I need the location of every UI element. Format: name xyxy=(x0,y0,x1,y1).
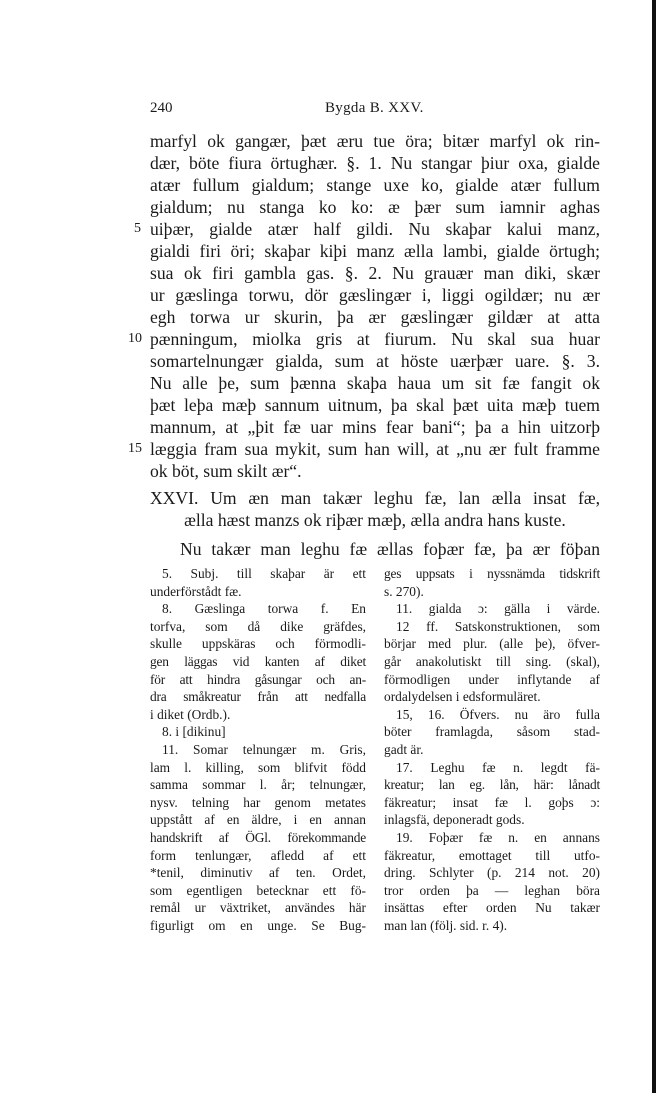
note-line: man lan (följ. sid. r. 4). xyxy=(384,917,508,933)
note-line: ordalydelsen i edsformuläret. xyxy=(384,689,541,705)
note-line: figurligt om en unge. Se Bug- xyxy=(150,917,366,933)
note-line: dring. Schlyter (p. 214 not. 20) xyxy=(384,865,600,881)
text-line: þæt leþa mæþ sannum uitnum, þa skal þæt uita mæþ tuem xyxy=(150,395,600,415)
note-line: underförstådt fæ. xyxy=(150,583,242,599)
note-line: tror orden þa — leghan böra xyxy=(384,882,600,898)
note-line: gen läggas vid kanten af diket xyxy=(150,653,366,669)
note-line: för att hindra gåsungar och an- xyxy=(150,671,366,687)
section-first-line: Nu takær man leghu fæ ællas foþær fæ, þa ær föþan xyxy=(180,539,600,559)
note-line: insättas efter orden Nu takær xyxy=(384,900,600,916)
text-line: Nu alle þe, sum þænna skaþa haua um sit fæ fangit ok xyxy=(150,373,600,393)
note-line: som egentligen betecknar ett fö- xyxy=(150,882,366,898)
notes-right-column xyxy=(384,565,600,934)
note-line: 8. i [dikinu] xyxy=(162,724,226,740)
note-line: *tenil, diminutiv af ten. Ordet, xyxy=(150,865,366,881)
line-number: 5 xyxy=(134,221,141,236)
text-line: atær fullum gialdum; stange uxe ko, gialde atær fullum xyxy=(150,175,600,195)
note-line: förmodligen under inflytande af xyxy=(384,671,600,687)
text-line: gialdum; nu stanga ko ko: æ þær sum iamnir aghas xyxy=(150,197,600,217)
text-line: uiþær, gialde atær half gildi. Nu skaþar kalui manz, xyxy=(150,219,600,239)
text-line: læggia fram sua mykit, sum han will, at „nu ær fult framme xyxy=(150,439,600,459)
note-line: ges uppsats i nyssnämda tidskrift xyxy=(384,566,600,581)
page-number: 240 xyxy=(150,100,173,116)
note-line: uppstått af en äldre, i en annan xyxy=(150,812,366,828)
text-line: marfyl ok gangær, þæt æru tue öra; bitær marfyl ok rin- xyxy=(150,131,600,151)
note-line: fäkreatur, emottaget till utfo- xyxy=(384,847,600,863)
note-line: 19. Foþær fæ n. en annans xyxy=(396,829,600,845)
text-line: ur gæslinga torwu, dör gæslingær i, liggi ogildær; nu ær xyxy=(150,285,600,305)
note-line: inlagsfä, deponeradt gods. xyxy=(384,812,525,828)
note-line: fäkreatur; insat fæ l. goþs ɔ: xyxy=(384,794,600,810)
note-line: 17. Leghu fæ n. legdt fä- xyxy=(396,759,600,775)
text-line: sua ok firi gambla gas. §. 2. Nu grauær man diki, skær xyxy=(150,263,600,283)
notes-left-column xyxy=(150,565,366,934)
text-line: dær, böte fiura örtughær. §. 1. Nu stangar þiur oxa, gialde xyxy=(150,153,600,173)
note-line: kreatur; lan eg. lån, här: lånadt xyxy=(384,777,600,793)
note-line: böter framlagda, såsom stad- xyxy=(384,724,600,740)
running-head: Bygda B. XXV. xyxy=(325,100,424,116)
note-line: skulle uppskäras och förmodli- xyxy=(150,636,366,652)
note-line: handskrift af ÖGl. förekommande xyxy=(150,829,366,845)
page-header xyxy=(0,100,656,122)
text-line: gialdi firi öri; skaþar kiþi manz ælla lambi, gialde örtugh; xyxy=(150,241,600,261)
note-line: samma sommar l. år; telnungær, xyxy=(150,777,366,793)
note-line: 8. Gæslinga torwa f. En xyxy=(162,601,366,617)
note-line: 12 ff. Satskonstruktionen, som xyxy=(396,618,600,634)
note-line: s. 270). xyxy=(384,583,424,599)
note-line: i diket (Ordb.). xyxy=(150,706,231,722)
section-heading: ælla hæst manzs ok riþær mæþ, ælla andra hans kuste. xyxy=(184,510,566,530)
note-line: lam l. killing, som blifvit född xyxy=(150,759,366,775)
text-line: pænningum, miolka gris at fiurum. Nu skal sua huar xyxy=(150,329,600,349)
note-line: 11. gialda ɔ: gälla i värde. xyxy=(396,601,600,617)
note-line: nysv. telning har genom metates xyxy=(150,794,366,810)
line-number: 10 xyxy=(128,331,142,346)
note-line: torfva, som då dike gräfdes, xyxy=(150,618,366,634)
note-line: 11. Somar telnungær m. Gris, xyxy=(162,741,366,757)
note-line: 5. Subj. till skaþar är ett xyxy=(162,566,366,581)
text-line: ok böt, sum skilt ær“. xyxy=(150,461,302,481)
note-line: gadt är. xyxy=(384,741,424,757)
note-line: 15, 16. Öfvers. nu äro fulla xyxy=(396,706,600,722)
note-line: dra småkreatur från att nedfalla xyxy=(150,689,366,705)
text-line: mannum, at „þit fæ uar mins fear bani“; þa a hin uitzorþ xyxy=(150,417,600,437)
note-line: form tenlungær, afledd af ett xyxy=(150,847,366,863)
line-number: 15 xyxy=(128,441,142,456)
text-line: egh torwa ur skurin, þa ær gæslingær gildær at atta xyxy=(150,307,600,327)
page-edge-rule xyxy=(652,0,656,1093)
note-line: går anakolutiskt till sing. (skal), xyxy=(384,653,600,669)
note-line: remål ur växtriket, användes här xyxy=(150,900,366,916)
note-line: börjar med plur. (alle þe), öfver- xyxy=(384,636,600,652)
text-line: somartelnungær gialda, sum at höste uærþær uare. §. 3. xyxy=(150,351,600,371)
section-heading: XXVI. Um æn man takær leghu fæ, lan ælla insat fæ, xyxy=(150,488,600,508)
